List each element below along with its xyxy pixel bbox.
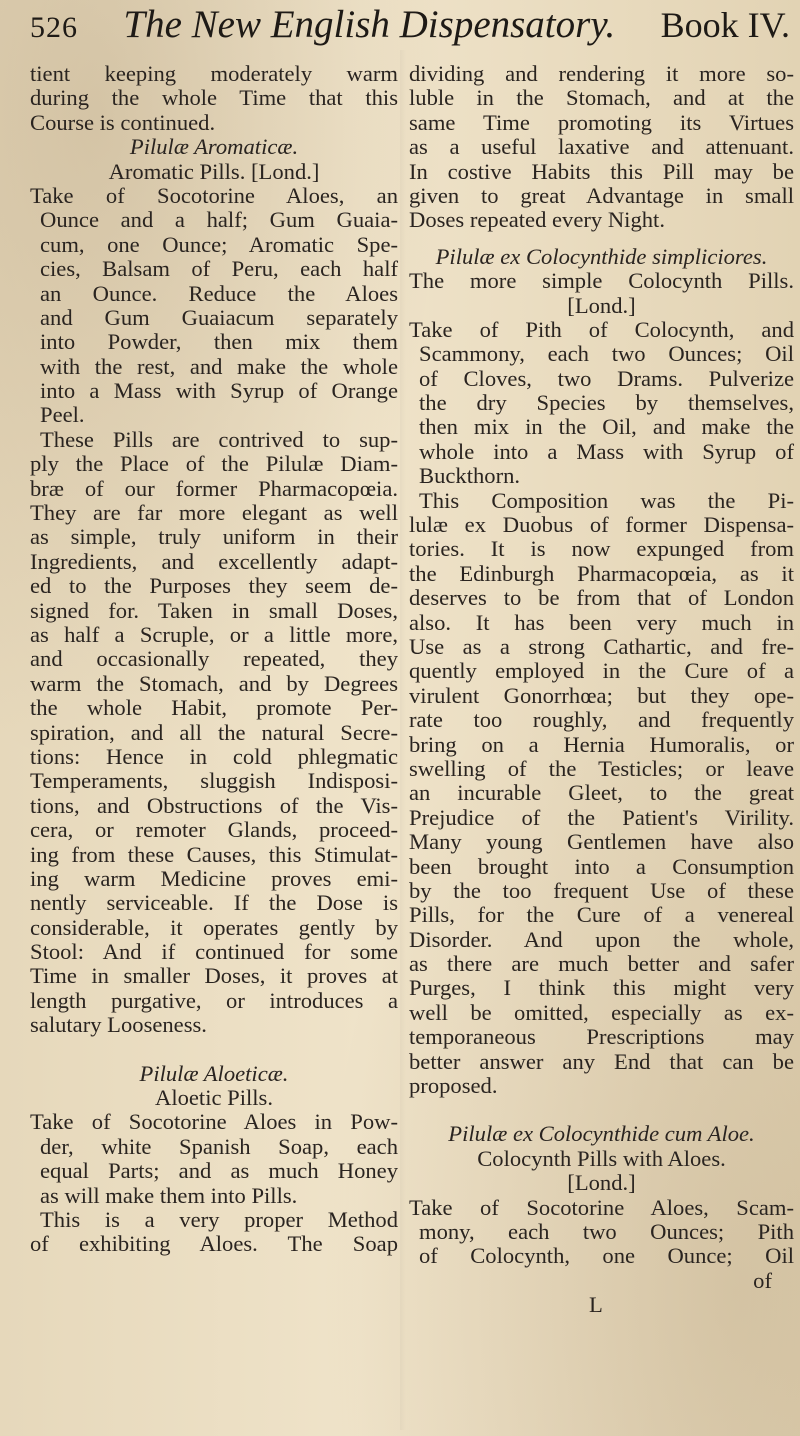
text-line: ply the Place of the Pilulæ Diam- <box>30 451 398 477</box>
text-line: Take of Socotorine Aloes in Pow- <box>30 1109 398 1135</box>
text-line: swelling of the Testicles; or leave <box>409 755 794 781</box>
text-line: Purges, I think this might very <box>409 975 794 1001</box>
text-line: cum, one Ounce; Aromatic Spe- <box>40 231 398 257</box>
text-line: well be omitted, especially as ex- <box>409 999 794 1025</box>
text-line: into Powder, then mix them <box>40 329 398 355</box>
text-line: Use as a strong Cathartic, and fre- <box>409 633 794 659</box>
page-header <box>30 2 790 58</box>
text-line: salutary Looseness. <box>30 1012 207 1038</box>
text-line: ed to the Purposes they seem de- <box>30 573 398 599</box>
text-line: of exhibiting Aloes. The Soap <box>30 1231 398 1257</box>
text-line: the dry Species by themselves, <box>419 390 794 416</box>
text-line: mony, each two Ounces; Pith <box>419 1218 794 1244</box>
text-line: Take of Socotorine Aloes, Scam- <box>409 1194 794 1220</box>
left-column <box>30 62 398 1257</box>
text-line: bring on a Hernia Humoralis, or <box>409 731 794 757</box>
text-line: deserves to be from that of London <box>409 585 794 611</box>
text-line: temporaneous Prescriptions may <box>409 1024 794 1050</box>
text-line: Peel. <box>40 402 85 428</box>
text-line: Course is continued. <box>30 109 216 135</box>
recipe-english-title: Aloetic Pills. <box>155 1085 273 1111</box>
paragraph-gap <box>409 1098 794 1122</box>
text-line: Prejudice of the Patient's Virility. <box>409 804 794 830</box>
recipe-english-title: [Lond.] <box>567 292 636 318</box>
text-line: better answer any End that can be <box>409 1048 794 1074</box>
text-line: Temperaments, sluggish Indisposi- <box>30 768 398 794</box>
text-line: warm the Stomach, and by Degrees <box>30 670 398 696</box>
text-line: whole into a Mass with Syrup of <box>419 438 794 464</box>
text-line: and Gum Guaiacum separately <box>40 304 398 330</box>
text-line: The more simple Colocynth Pills. <box>409 268 794 294</box>
recipe-english-title: [Lond.] <box>567 1170 636 1196</box>
text-line: been brought into a Consumption <box>409 853 794 879</box>
text-line: spiration, and all the natural Secre- <box>30 719 398 745</box>
text-line: Doses repeated every Night. <box>409 207 665 233</box>
paragraph-gap <box>30 1038 398 1062</box>
recipe-latin-title: Pilulæ ex Colocynthide cum Aloe. <box>448 1121 755 1147</box>
text-line: into a Mass with Syrup of Orange <box>40 378 398 404</box>
page-gutter <box>400 50 406 1430</box>
text-line: quently employed in the Cure of a <box>409 658 794 684</box>
text-line: Buckthorn. <box>419 463 521 489</box>
text-line: given to great Advantage in small <box>409 182 794 208</box>
text-line: Disorder. And upon the whole, <box>409 926 794 952</box>
text-line: the whole Habit, promote Per- <box>30 695 398 721</box>
text-line: Scammony, each two Ounces; Oil <box>419 341 794 367</box>
text-line: Stool: And if continued for some <box>30 939 398 965</box>
text-line: lulæ ex Duobus of former Dispensa- <box>409 512 794 538</box>
text-line: tions, and Obstructions of the Vis- <box>30 792 398 818</box>
text-line: These Pills are contrived to sup- <box>40 426 398 452</box>
text-line: Time in smaller Doses, it proves at <box>30 963 398 989</box>
text-line: nently serviceable. If the Dose is <box>30 890 398 916</box>
text-line: as will make them into Pills. <box>40 1182 298 1208</box>
text-line: Take of Socotorine Aloes, an <box>30 182 398 208</box>
text-line: equal Parts; and as much Honey <box>40 1158 398 1184</box>
recipe-latin-title: Pilulæ ex Colocynthide simpliciores. <box>435 243 768 269</box>
text-line: as a useful laxative and attenuant. <box>409 134 794 160</box>
text-line: Ounce and a half; Gum Guaia- <box>40 207 398 233</box>
text-line: as there are much better and safer <box>409 951 794 977</box>
text-line: of Colocynth, one Ounce; Oil <box>419 1243 794 1269</box>
text-line: considerable, it operates gently by <box>30 914 398 940</box>
text-line: signed for. Taken in small Doses, <box>30 597 398 623</box>
book-label: Book IV. <box>660 5 790 45</box>
right-column <box>409 62 794 1318</box>
recipe-latin-title: Pilulæ Aloeticæ. <box>139 1060 289 1086</box>
text-line: Take of Pith of Colocynth, and <box>409 316 794 342</box>
text-line: Many young Gentlemen have also <box>409 829 794 855</box>
text-line: tions: Hence in cold phlegmatic <box>30 743 398 769</box>
text-line: luble in the Stomach, and at the <box>409 85 794 111</box>
text-line: In costive Habits this Pill may be <box>409 158 794 184</box>
text-line: as simple, truly uniform in their <box>30 524 398 550</box>
text-line: by the too frequent Use of these <box>409 877 794 903</box>
text-line: tient keeping moderately warm <box>30 61 398 86</box>
recipe-english-title: Colocynth Pills with Aloes. <box>477 1145 726 1171</box>
text-line: ing from these Causes, this Stimulat- <box>30 841 398 867</box>
text-line: then mix in the Oil, and make the <box>419 414 794 440</box>
text-line: with the rest, and make the whole <box>40 353 398 379</box>
text-line: during the whole Time that this <box>30 85 398 111</box>
text-line: cera, or remoter Glands, proceed- <box>30 817 398 843</box>
signature-mark: L <box>589 1292 603 1318</box>
page-number: 526 <box>30 11 78 44</box>
paragraph-gap <box>409 233 794 245</box>
recipe-latin-title: Pilulæ Aromaticæ. <box>129 134 299 160</box>
text-line: an incurable Gleet, to the great <box>409 780 794 806</box>
text-line: proposed. <box>409 1073 498 1099</box>
text-line: virulent Gonorrhœa; but they ope- <box>409 682 794 708</box>
text-line: also. It has been very much in <box>409 609 794 635</box>
text-line: ing warm Medicine proves emi- <box>30 865 398 891</box>
text-line: bræ of our former Pharmacopœia. <box>30 475 398 501</box>
running-head: The New English Dispensatory. <box>123 3 616 46</box>
text-line: of Cloves, two Drams. Pulverize <box>419 365 794 391</box>
text-line: They are far more elegant as well <box>30 500 398 526</box>
recipe-english-title: Aromatic Pills. [Lond.] <box>108 158 320 184</box>
text-line: an Ounce. Reduce the Aloes <box>40 280 398 306</box>
text-line: rate too roughly, and frequently <box>409 707 794 733</box>
text-line: Ingredients, and excellently adapt- <box>30 548 398 574</box>
text-line: the Edinburgh Pharmacopœia, as it <box>409 560 794 586</box>
text-line: and occasionally repeated, they <box>30 646 398 672</box>
text-line: der, white Spanish Soap, each <box>40 1133 398 1159</box>
text-line: tories. It is now expunged from <box>409 536 794 562</box>
text-line: dividing and rendering it more so- <box>409 61 794 86</box>
text-line: as half a Scruple, or a little more, <box>30 621 398 647</box>
text-line: Pills, for the Cure of a venereal <box>409 902 794 928</box>
text-line: This is a very proper Method <box>40 1206 398 1232</box>
text-line: length purgative, or introduces a <box>30 987 398 1013</box>
catchword: of <box>753 1267 772 1293</box>
text-line: cies, Balsam of Peru, each half <box>40 256 398 282</box>
text-line: This Composition was the Pi- <box>419 487 794 513</box>
text-line: same Time promoting its Virtues <box>409 109 794 135</box>
